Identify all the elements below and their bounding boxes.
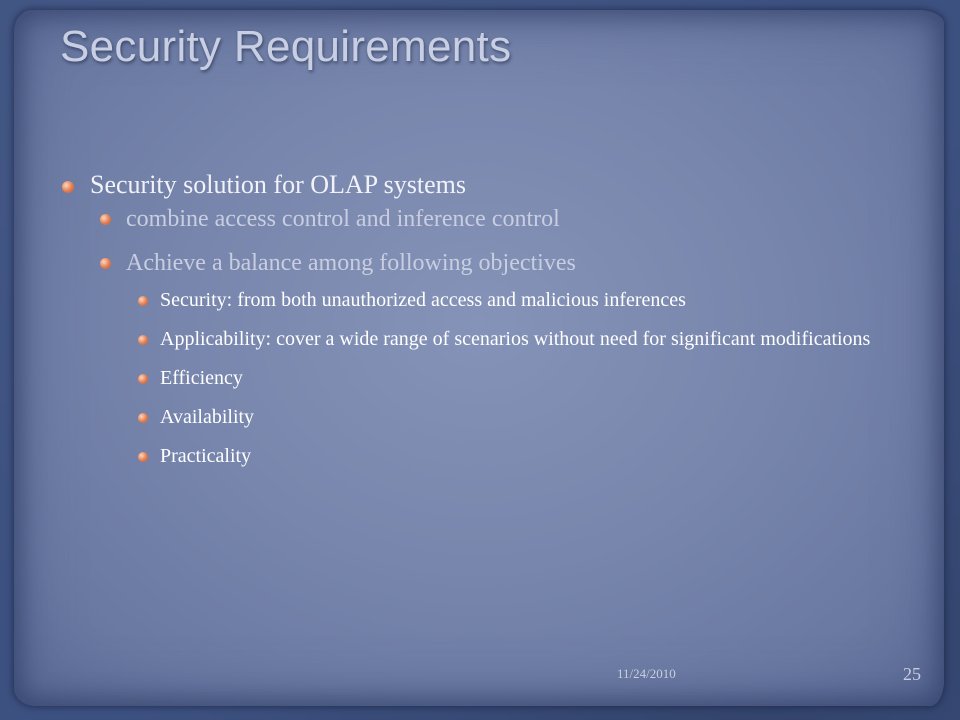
page-number: 25 bbox=[903, 664, 921, 684]
bullet-item-level3 bbox=[138, 366, 922, 391]
bullet-icon bbox=[100, 214, 111, 225]
sub-bullet-list bbox=[100, 204, 922, 469]
bullet-text: combine access control and inference control bbox=[126, 206, 560, 232]
bullet-item-level2 bbox=[100, 248, 922, 469]
bullet-icon bbox=[100, 258, 111, 269]
bullet-item-level3 bbox=[138, 288, 922, 313]
bullet-icon bbox=[138, 374, 148, 384]
bullet-item-level2 bbox=[100, 204, 922, 234]
footer-date: 11/24/2010 bbox=[617, 666, 676, 681]
bullet-text: Applicability: cover a wide range of scenarios without need for significant modifications bbox=[160, 328, 871, 350]
bullet-item-level3 bbox=[138, 327, 922, 352]
bullet-text: Achieve a balance among following objectives bbox=[126, 250, 576, 276]
sub-sub-bullet-list bbox=[138, 288, 922, 469]
bullet-icon bbox=[138, 413, 148, 423]
bullet-item-level1 bbox=[62, 170, 922, 469]
bullet-text: Practicality bbox=[160, 445, 252, 467]
bullet-icon bbox=[138, 335, 148, 345]
bullet-icon bbox=[138, 452, 148, 462]
bullet-text: Availability bbox=[160, 406, 255, 428]
bullet-list bbox=[62, 170, 922, 483]
bullet-item-level3 bbox=[138, 405, 922, 430]
bullet-text: Efficiency bbox=[160, 367, 243, 389]
bullet-text: Security: from both unauthorized access and malicious inferences bbox=[160, 289, 686, 311]
bullet-item-level3 bbox=[138, 444, 922, 469]
bullet-icon bbox=[138, 296, 148, 306]
bullet-text: Security solution for OLAP systems bbox=[90, 170, 467, 199]
bullet-icon bbox=[62, 181, 74, 193]
slide-title: Security Requirements bbox=[60, 22, 512, 71]
